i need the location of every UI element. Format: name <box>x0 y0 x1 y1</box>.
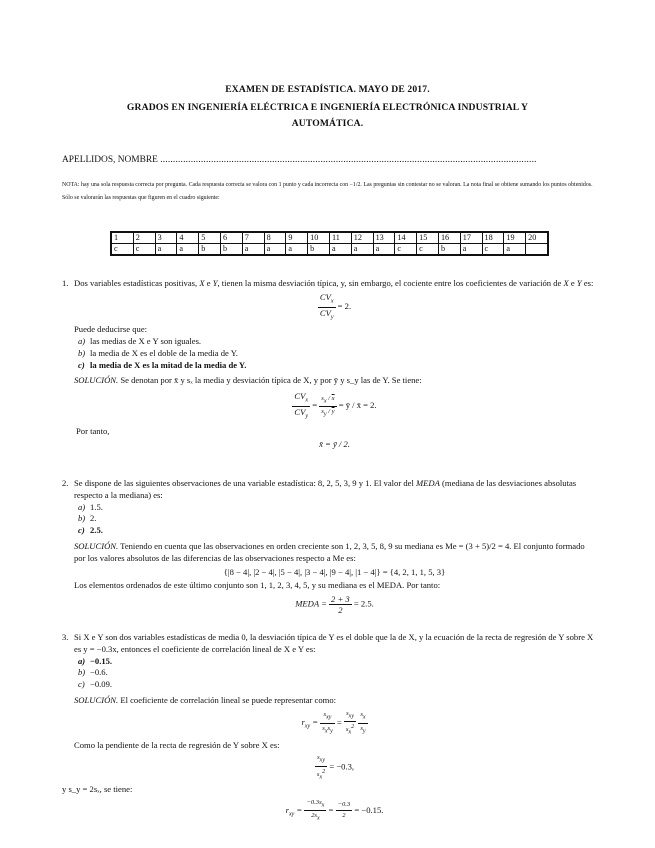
option-text: 1.5. <box>90 501 103 512</box>
option-a[interactable] <box>78 336 595 348</box>
answer-number: 15 <box>417 232 439 244</box>
var-x: X <box>563 278 569 288</box>
solution-text: El coeficiente de correlación lineal se puede representar como: <box>120 694 337 705</box>
option-label: c) <box>78 525 85 536</box>
name-field-dots: .................................................................................................................................................... <box>160 155 537 165</box>
equals-sign: = <box>312 400 318 411</box>
answer-cell[interactable]: c <box>417 244 439 256</box>
frac-num: CV <box>319 291 331 302</box>
solution <box>74 695 595 707</box>
answer-cell[interactable]: b <box>308 244 330 256</box>
option-label: c) <box>78 679 85 690</box>
answer-number: 18 <box>482 232 504 244</box>
answer-table-numbers-row <box>111 232 548 244</box>
fraction <box>318 292 336 322</box>
answer-number: 7 <box>242 232 264 244</box>
answer-cell[interactable]: b <box>438 244 460 256</box>
answer-table-answers-row <box>111 244 548 256</box>
exam-subtitle: GRADOS EN INGENIERÍA ELÉCTRICA E INGENIERÍA ELECTRÓNICA INDUSTRIAL Y <box>126 102 529 113</box>
question-statement <box>74 278 595 290</box>
statement-text: , tienen la misma desviación típica, y, sin embargo, el cociente entre los coeficientes de variación de <box>217 278 562 288</box>
question-number: 1. <box>62 278 69 288</box>
question-body <box>62 632 595 824</box>
answer-cell[interactable]: b <box>199 244 221 256</box>
r-xy: $r_{xy}$ = <box>301 717 319 730</box>
frac-num-sub: x <box>305 397 309 404</box>
statement-text: e <box>206 278 211 288</box>
option-a[interactable] <box>78 502 595 514</box>
r-xy: $r_{xy}$ = <box>285 804 303 818</box>
equals-sign: = <box>336 717 342 728</box>
equation-correlation <box>74 709 595 738</box>
frac-den: CV <box>319 307 331 318</box>
option-c-correct[interactable] <box>78 525 595 537</box>
option-text: −0.09. <box>90 679 113 690</box>
solution-label: SOLUCIÓN. <box>74 694 119 705</box>
fraction: $\frac{-0.3s_x}{2s_x}$ <box>306 799 325 822</box>
fraction <box>329 594 352 615</box>
equation-abs-set: {|8 − 4|, |2 − 4|, |5 − 4|, |3 − 4|, |9 − 4|, |1 − 4|} = {4, 2, 1, 1, 5, 3} <box>223 566 446 577</box>
var-y: Y <box>576 278 582 288</box>
answer-cell[interactable]: a <box>460 244 482 256</box>
answer-number: 19 <box>504 232 526 244</box>
equation-cv-derivation <box>74 391 595 421</box>
answer-number: 14 <box>395 232 417 244</box>
fraction: $\frac{s_{xy}}{s_x^2}$ <box>345 709 355 736</box>
solution-label: SOLUCIÓN. <box>74 540 119 551</box>
option-b[interactable] <box>78 348 595 360</box>
meda-term: MEDA <box>416 478 440 488</box>
statement-text: e <box>570 278 575 288</box>
answer-cell[interactable]: a <box>329 244 351 256</box>
answer-number: 6 <box>220 232 242 244</box>
equation-slope <box>74 753 595 782</box>
answer-number: 8 <box>264 232 286 244</box>
answer-number: 13 <box>373 232 395 244</box>
fraction: $\frac{-0.3}{2}$ <box>337 801 351 820</box>
puede-deducirse: Puede deducirse que: <box>74 324 148 335</box>
meda-lhs: MEDA = <box>295 598 327 609</box>
option-label: a) <box>78 501 86 512</box>
answer-table <box>110 231 549 256</box>
option-text: 2. <box>90 513 97 524</box>
equation-rhs: = 2.5. <box>353 598 374 609</box>
answer-cell[interactable]: b <box>220 244 242 256</box>
option-b[interactable] <box>78 667 595 679</box>
option-label: c) <box>78 359 85 370</box>
statement-text: Dos variables estadísticas positivas, <box>74 278 198 288</box>
question-statement: Si X e Y son dos variables estadísticas de media 0, la desviación típica de Y es el doble que la de X, y la ecuación de la recta de regresión de Y sobre X es y = −0.3x, entonces el coeficiente de correlación lineal de X e Y es: <box>74 632 594 654</box>
equation-cv-ratio <box>74 292 595 322</box>
answer-number: 20 <box>526 232 548 244</box>
answer-cell[interactable]: a <box>504 244 526 256</box>
equation-rhs: = −0.3, <box>329 761 355 772</box>
answer-cell[interactable]: c <box>133 244 155 256</box>
name-field-line <box>62 155 592 165</box>
option-b[interactable] <box>78 513 595 525</box>
solution-text-2: Los elementos ordenados de este último conjunto son 1, 1, 2, 3, 4, 5, y su mediana es el MEDA. Por tanto: <box>74 580 441 591</box>
frac-num-sub: x <box>330 298 334 305</box>
solution-text: Se denotan por x̄ y sₓ la media y desviación típica de X, y por ȳ y s_y las de Y. Se tiene: <box>120 375 422 386</box>
equals-sign: = <box>328 804 334 815</box>
answer-number: 16 <box>438 232 460 244</box>
statement-text: es: <box>583 278 594 288</box>
frac-den: 2 <box>338 605 343 616</box>
exam-title: EXAMEN DE ESTADÍSTICA. MAYO DE 2017. <box>225 84 430 95</box>
option-c[interactable] <box>78 679 595 691</box>
compound-fraction: $\frac{s_x / \overline{x}}{s_y / \overline{y}}$ <box>321 394 335 418</box>
solution <box>74 375 595 387</box>
question-body <box>74 278 595 451</box>
option-text: las medias de X e Y son iguales. <box>90 336 202 347</box>
question-body <box>74 478 595 615</box>
solution-text: Teniendo en cuenta que las observaciones en orden creciente son 1, 2, 3, 5, 8, 9 su mediana es Me = (3 + 5)/2 = 4. El conjunto formado por los valores absolutos de las diferencias de las observaciones respecto a Me es: <box>74 540 585 563</box>
option-text: −0.15. <box>90 655 113 666</box>
equation-rhs: = −0.15. <box>354 804 384 815</box>
answer-cell[interactable]: a <box>351 244 373 256</box>
equation-rhs: = 2. <box>337 300 352 311</box>
option-text: 2.5. <box>90 525 103 536</box>
option-label: a) <box>78 655 86 666</box>
name-field-label: APELLIDOS, NOMBRE <box>62 155 158 165</box>
option-label: b) <box>78 667 86 678</box>
option-c-correct[interactable] <box>78 360 595 372</box>
question-1 <box>62 278 595 453</box>
answer-cell[interactable]: c <box>482 244 504 256</box>
exam-instructions: NOTA: hay una sola respuesta correcta por pregunta. Cada respuesta correcta se valora con 1 punto y cada incorrecta con −1/2. Las preguntas sin contestar no se valoran. La nota final se obtiene sumando los puntos obtenidos. Sólo se valorarán las respuestas que figuren en el cuadro siguiente: <box>62 182 593 201</box>
option-text: la media de X es la mitad de la media de Y. <box>90 359 247 370</box>
question-2 <box>62 478 595 617</box>
solution-label: SOLUCIÓN. <box>74 375 119 386</box>
equation-mean-relation: x̄ = ȳ / 2. <box>319 439 350 450</box>
answer-cell[interactable] <box>526 244 548 256</box>
frac-num: CV <box>294 391 306 402</box>
frac-den-sub: y <box>330 314 334 321</box>
answer-cell[interactable]: c <box>395 244 417 256</box>
answer-number: 1 <box>111 232 133 244</box>
fraction: $\frac{s_x}{s_y}$ <box>360 711 366 734</box>
var-x: X <box>199 278 205 288</box>
equation-meda <box>74 594 595 615</box>
statement-text: (mediana de las desviaciones absolutas respecto a la mediana) es: <box>74 478 577 500</box>
answer-number: 5 <box>199 232 221 244</box>
ysy-text: y s_y = 2sₓ, se tiene: <box>62 784 133 795</box>
question-statement <box>74 478 595 502</box>
answer-number: 3 <box>155 232 177 244</box>
fraction <box>292 391 310 421</box>
pendiente-text: Como la pendiente de la recta de regresión de Y sobre X es: <box>74 739 280 750</box>
equation-rhs: = ȳ / x̄ = 2. <box>338 400 377 411</box>
var-y: Y <box>212 278 218 288</box>
answer-cell[interactable]: a <box>286 244 308 256</box>
option-a-correct[interactable] <box>78 656 595 668</box>
statement-text: Se dispone de las siguientes observaciones de una variable estadística: 8, 2, 5, 3, 9 y 1. El valor del <box>74 478 414 488</box>
answer-cell[interactable]: c <box>111 244 133 256</box>
answer-number: 4 <box>177 232 199 244</box>
question-number: 2. <box>62 478 69 488</box>
option-text: −0.6. <box>90 667 108 678</box>
answer-cell[interactable]: a <box>177 244 199 256</box>
fraction: $\frac{s_{xy}}{s_x^2}$ <box>316 754 326 781</box>
answer-number: 12 <box>351 232 373 244</box>
answer-cell[interactable]: a <box>264 244 286 256</box>
answer-number: 11 <box>329 232 351 244</box>
equation-final <box>74 798 595 824</box>
answer-number: 2 <box>133 232 155 244</box>
answer-number: 10 <box>308 232 330 244</box>
answer-number: 9 <box>286 232 308 244</box>
option-label: b) <box>78 513 86 524</box>
fraction: $\frac{s_{xy}}{s_xs_y}$ <box>322 711 333 734</box>
answer-cell[interactable]: a <box>155 244 177 256</box>
option-text: la media de X es el doble de la media de Y. <box>90 347 238 358</box>
answer-number: 17 <box>460 232 482 244</box>
question-number: 3. <box>62 632 69 642</box>
question-3 <box>62 632 595 826</box>
option-label: b) <box>78 347 86 358</box>
answer-cell[interactable]: a <box>242 244 264 256</box>
por-tanto: Por tanto, <box>76 425 110 436</box>
solution <box>74 541 595 565</box>
exam-subtitle-cont: AUTOMÁTICA. <box>291 118 364 129</box>
option-label: a) <box>78 336 86 347</box>
frac-den-sub: y <box>305 413 309 420</box>
frac-num: 2 + 3 <box>331 594 350 605</box>
answer-cell[interactable]: a <box>373 244 395 256</box>
frac-den: CV <box>294 406 306 417</box>
